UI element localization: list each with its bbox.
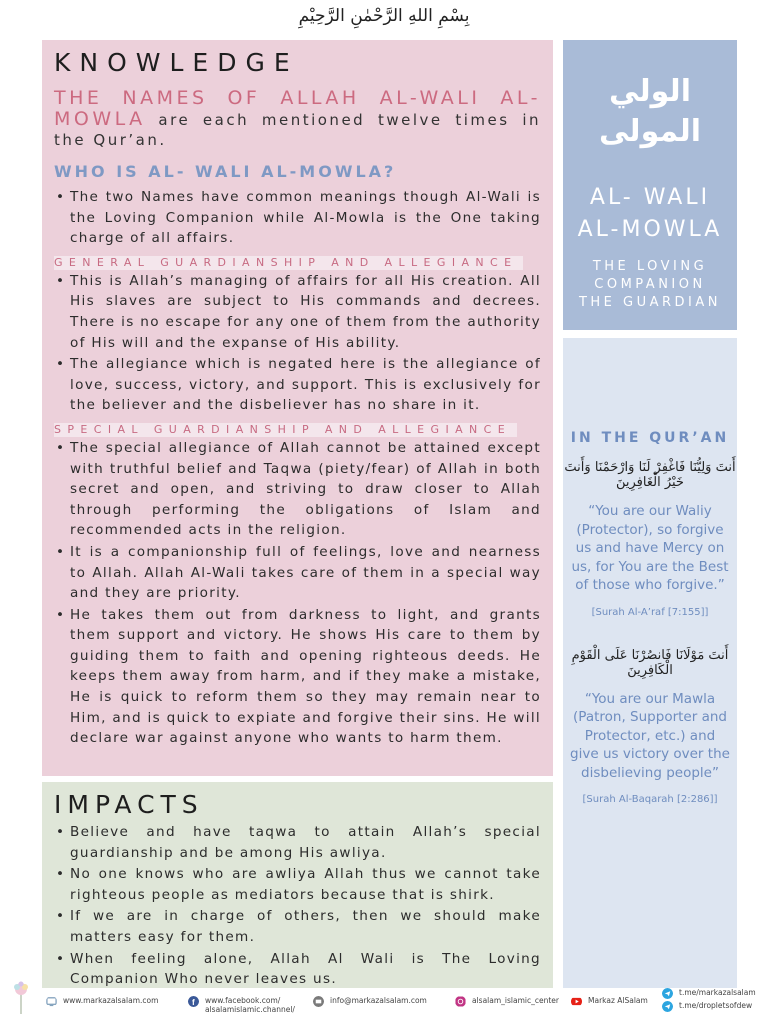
monitor-icon [46, 996, 57, 1007]
svg-text:f: f [191, 998, 195, 1007]
general-heading: GENERAL GUARDIANSHIP AND ALLEGIANCE [54, 256, 523, 270]
meaning-line: COMPANION [594, 277, 706, 292]
telegram-icon [662, 988, 673, 999]
meaning-line: THE GUARDIAN [578, 295, 722, 310]
youtube-link[interactable]: Markaz AlSalam [588, 996, 648, 1005]
ayah-arabic: أَنتَ مَوْلَانَا فَانصُرْنَا عَلَى الْقَوْمِ الْكَافِرِينَ [571, 647, 729, 678]
footer-telegram[interactable] [662, 988, 756, 1012]
telegram-icon [662, 1001, 673, 1012]
list-item: • When feeling alone, Allah Al Wali is The Loving Companion Who never leaves us. [54, 949, 541, 990]
footer-facebook[interactable] [188, 996, 295, 1014]
list-item: • Believe and have taqwa to attain Allah’s special guardianship and be among His awliya. [54, 822, 541, 863]
footer-email[interactable] [313, 996, 427, 1007]
knowledge-panel [42, 40, 553, 776]
latin-name [563, 182, 737, 246]
facebook-link-line: alsalamislamic.channel/ [205, 1005, 295, 1014]
names-highlight: THE NAMES OF ALLAH AL-WALI AL-MOWLA [54, 87, 541, 130]
who-heading: WHO IS AL- WALI AL-MOWLA? [54, 162, 397, 181]
telegram-row[interactable] [662, 1001, 752, 1012]
arabic-name [563, 72, 737, 152]
ayah-translation: “You are our Mawla (Patron, Supporter and Protector, etc.) and give us victory over the disbelieving people” [570, 690, 730, 781]
list-item: • If we are in charge of others, then we should make matters easy for them. [54, 906, 541, 947]
list-item: • This is Allah’s managing of affairs for all His creation. All His slaves are subject to His commands and decrees. There is no escape for any one of them from the authority of His will and the expanse of His ability. [54, 271, 541, 353]
facebook-icon [188, 996, 199, 1007]
facebook-link-line: www.facebook.com/ [205, 996, 281, 1005]
intro-list [54, 187, 541, 249]
name-panel [563, 40, 737, 330]
list-item: • The two Names have common meanings though Al-Wali is the Loving Companion while Al-Mowla is the One taking charge of all affairs. [54, 187, 541, 249]
footer [0, 988, 768, 1024]
website-link[interactable]: www.markazalsalam.com [63, 996, 159, 1005]
list-item: • He takes them out from darkness to light, and grants them support and victory. He shows His care to them by guiding them to faith and opening righteous deeds. He keeps them away from harm, and if they make a mistake, He is quick to reform them so they may remain near to Him, and is quick to expiate and forgive their sins. He will declare war against anyone who wants to harm them. [54, 605, 541, 749]
basmala: بِسْمِ اللهِ الرَّحْمٰنِ الرَّحِيْمِ [298, 6, 470, 26]
special-heading: SPECIAL GUARDIANSHIP AND ALLEGIANCE [54, 423, 517, 437]
ayah-translation: “You are our Waliy (Protector), so forgive us and have Mercy on us, for You are the Best of those who forgive.” [571, 503, 729, 593]
arabic-name-line: الولي [609, 74, 691, 109]
instagram-link[interactable]: alsalam_islamic_center [472, 996, 559, 1005]
telegram-row[interactable] [662, 988, 756, 999]
special-list [54, 438, 541, 749]
names-intro [54, 88, 541, 150]
general-list [54, 271, 541, 416]
instagram-icon [455, 996, 466, 1007]
list-item: • The special allegiance of Allah cannot be attained except with truthful belief and Taqwa (piety/fear) of Allah in both secret and open, and striving to draw closer to Allah through performing the obligations of Islam and recommended acts in the religion. [54, 438, 541, 541]
list-item: • It is a companionship full of feelings, love and nearness to Allah. Allah Al-Wali takes care of them in a special way and they are priority. [54, 542, 541, 604]
impacts-title: IMPACTS [54, 790, 204, 819]
telegram-link[interactable]: t.me/dropletsofdew [679, 1001, 753, 1010]
names-rest: are each mentioned twelve times in the Qur’an. [54, 111, 541, 149]
footer-website[interactable] [46, 996, 158, 1007]
quran-title: IN THE QUR’AN [570, 430, 730, 446]
youtube-icon [571, 996, 582, 1007]
meaning-line: THE LOVING [592, 259, 708, 274]
list-item: • The allegiance which is negated here is the allegiance of love, success, victory, and support. This is exclusively for the believer and the disbeliever has no share in it. [54, 354, 541, 416]
list-item: • No one knows who are awliya Allah thus we cannot take righteous people as mediators because that is shirk. [54, 864, 541, 905]
quran-panel [563, 338, 737, 988]
footer-instagram[interactable] [455, 996, 559, 1007]
arabic-name-line: المولى [598, 114, 702, 149]
ayah-arabic: أَنتَ وَلِيُّنَا فَاغْفِرْ لَنَا وَارْحَمْنَا وَأَنتَ خَيْرُ الْغَافِرِينَ [564, 460, 736, 490]
ayah-reference: [Surah Al-Baqarah [2:286]] [582, 794, 718, 805]
latin-name-line: AL-MOWLA [577, 217, 723, 242]
ayah-reference: [Surah Al-A’raf [7:155]] [591, 606, 709, 618]
email-icon [313, 996, 324, 1007]
telegram-link[interactable]: t.me/markazalsalam [679, 988, 756, 997]
impacts-list [54, 822, 541, 990]
knowledge-title: KNOWLEDGE [54, 48, 299, 77]
facebook-link[interactable] [205, 996, 295, 1014]
footer-youtube[interactable] [571, 996, 648, 1007]
latin-name-line: AL- WALI [589, 185, 711, 210]
name-meaning [563, 258, 737, 312]
email-link[interactable]: info@markazalsalam.com [330, 996, 427, 1005]
impacts-panel [42, 782, 553, 988]
